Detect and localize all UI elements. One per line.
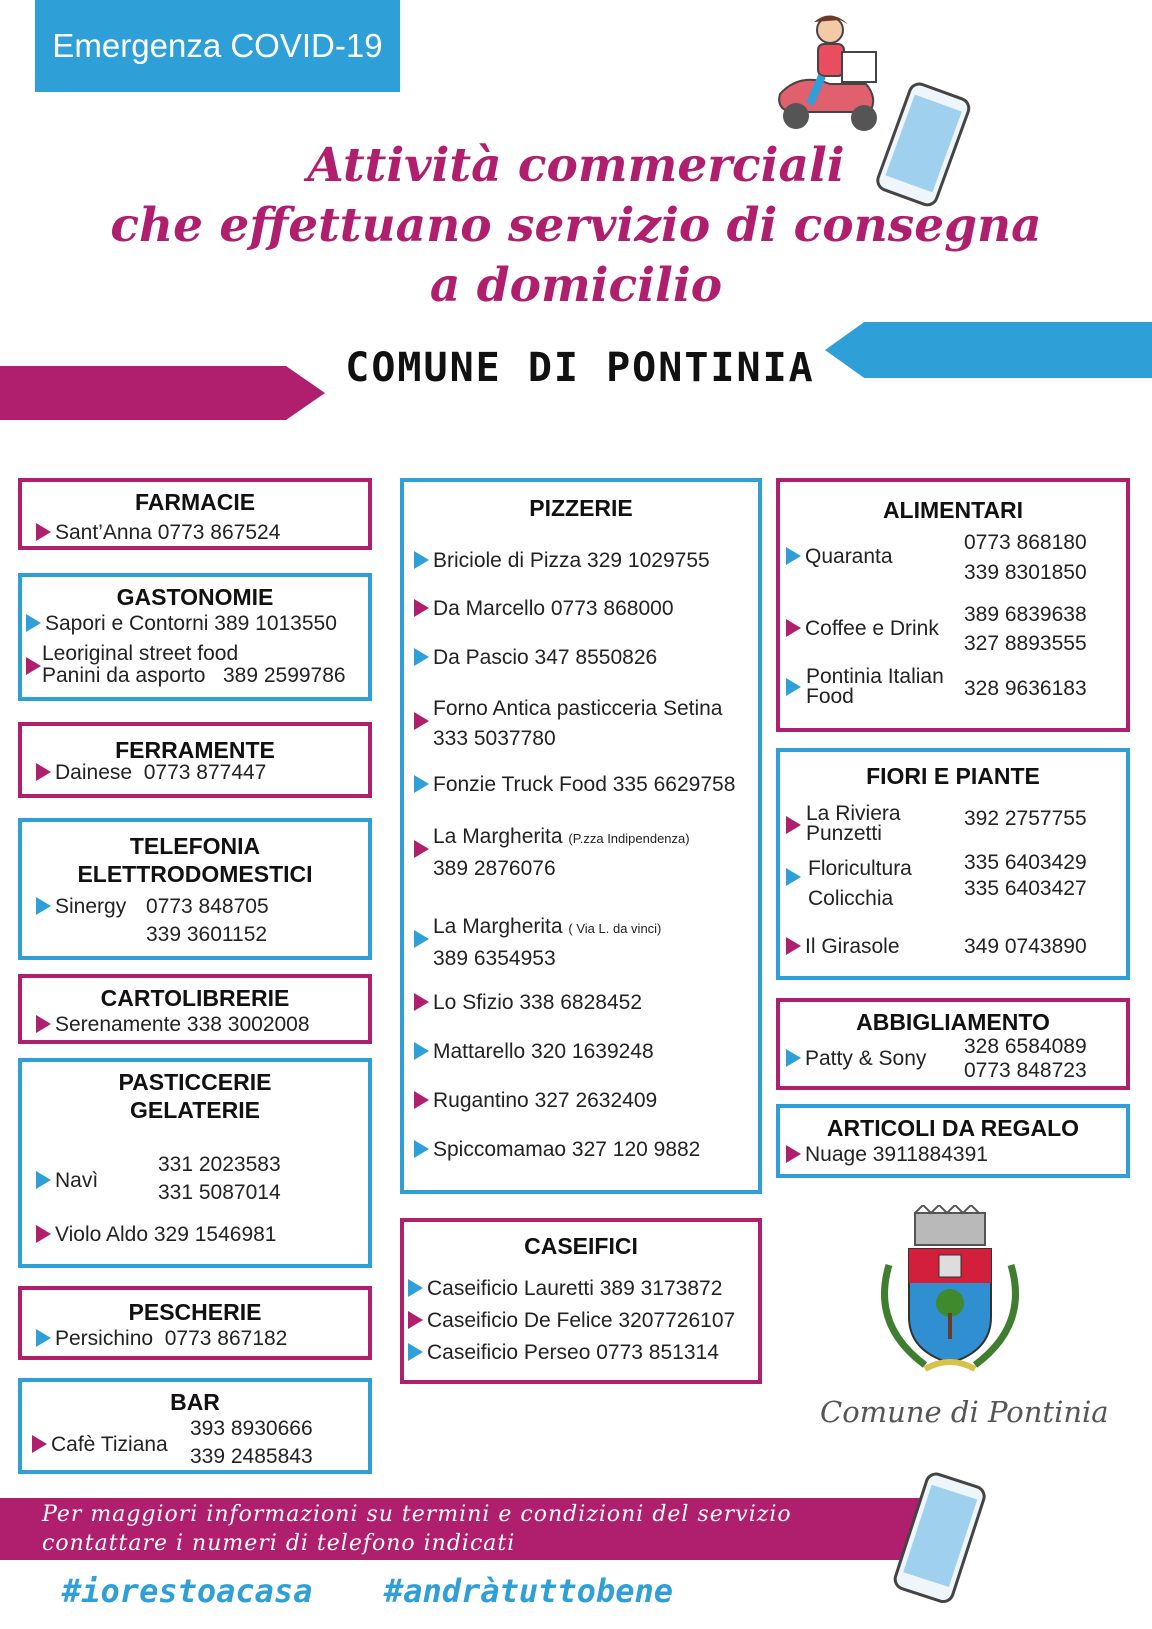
bullet-icon	[36, 1171, 51, 1189]
bullet-icon	[408, 1343, 423, 1361]
bullet-icon	[414, 648, 429, 666]
list-item: Persichino 0773 867182	[36, 1326, 287, 1352]
list-item: Leoriginal street food Panini da asporto 389 2599786	[42, 642, 346, 687]
bullet-icon	[786, 1049, 801, 1067]
title-line-1: Attività commerciali	[307, 138, 845, 193]
caseifici-box	[400, 1218, 762, 1384]
phone-number: 0773 868180	[964, 531, 1087, 554]
list-item: Forno Antica pasticceria Setina 333 5037780	[433, 697, 723, 750]
telefonia-box	[18, 818, 372, 960]
list-item: Fonzie Truck Food 335 6629758	[414, 772, 735, 798]
list-item: La Margherita (P.zza Indipendenza) 389 2876076	[433, 825, 690, 880]
bullet-icon	[408, 1311, 423, 1329]
gastonomie-title: GASTONOMIE	[116, 584, 274, 610]
list-item: Caseificio Perseo 0773 851314	[408, 1340, 719, 1366]
regalo-box	[776, 1104, 1130, 1178]
phone-number: 389 6839638	[964, 603, 1087, 626]
bullet-icon	[414, 930, 429, 948]
phone-number: 0773 848723	[964, 1059, 1087, 1082]
farmacie-title: FARMACIE	[134, 489, 256, 515]
list-item: Sapori e Contorni 389 1013550	[26, 611, 337, 637]
list-item: Sant’Anna 0773 867524	[36, 520, 280, 546]
phone-number: 331 2023583	[158, 1153, 281, 1176]
comune-crest-icon	[875, 1205, 1025, 1385]
list-item: Pontinia Italian Food	[806, 665, 944, 708]
phone-number: 392 2757755	[964, 807, 1087, 830]
bullet-icon	[32, 1435, 47, 1453]
phone-number: 0773 848705	[146, 895, 269, 918]
cartolibrerie-box	[18, 974, 372, 1044]
list-item: La Margherita ( Via L. da vinci) 389 6354953	[433, 915, 662, 970]
bullet-icon	[36, 897, 51, 915]
title-line-2: che effettuano servizio di consegna	[110, 198, 1042, 253]
gastonomie-box	[18, 573, 372, 701]
bullet-icon	[414, 712, 429, 730]
list-item: Spiccomamao 327 120 9882	[414, 1137, 700, 1163]
phone-number: 328 6584089	[964, 1035, 1087, 1058]
title-line-3: a domicilio	[429, 258, 723, 313]
list-item: Caseificio Lauretti 389 3173872	[408, 1276, 722, 1302]
bullet-icon	[786, 937, 801, 955]
blue-band	[825, 322, 1152, 378]
caseifici-title: CASEIFICI	[524, 1233, 638, 1259]
ferramente-box	[18, 722, 372, 798]
phone-number: 339 3601152	[146, 923, 268, 946]
bullet-icon	[786, 816, 801, 834]
list-item: Briciole di Pizza 329 1029755	[414, 548, 710, 574]
alimentari-box	[776, 478, 1130, 732]
smartphone-icon	[885, 1470, 995, 1610]
telefonia-title: TELEFONIA	[129, 833, 261, 859]
list-item: Navì	[36, 1168, 98, 1194]
fiori-box	[776, 748, 1130, 980]
bullet-icon	[414, 599, 429, 617]
hashtag-andratuttobene: #andràtuttobene	[384, 1572, 673, 1610]
bullet-icon	[36, 763, 51, 781]
pescherie-title: PESCHERIE	[128, 1299, 262, 1325]
pescherie-box	[18, 1286, 372, 1360]
list-item: Coffee e Drink	[786, 616, 939, 642]
hashtag-iorestoacasa: #iorestoacasa	[62, 1572, 313, 1610]
bullet-icon	[36, 1329, 51, 1347]
bullet-icon	[786, 619, 801, 637]
bullet-icon	[414, 993, 429, 1011]
bullet-icon	[786, 678, 801, 696]
phone-number: 331 5087014	[158, 1181, 281, 1204]
page-title	[40, 136, 1112, 316]
list-item: La Riviera Punzetti	[806, 802, 901, 845]
bullet-icon	[414, 1091, 429, 1109]
fiori-title: FIORI E PIANTE	[866, 763, 1040, 789]
bullet-icon	[36, 1225, 51, 1243]
bullet-icon	[26, 614, 41, 632]
bullet-icon	[414, 1140, 429, 1158]
list-item: Nuage 3911884391	[786, 1142, 988, 1168]
bullet-icon	[408, 1279, 423, 1297]
crest-caption: Comune di Pontinia	[820, 1395, 1109, 1429]
list-item: Dainese 0773 877447	[36, 760, 266, 786]
phone-number: 335 6403427	[964, 877, 1087, 900]
comune-heading: COMUNE DI PONTINIA	[345, 345, 815, 391]
list-item: Da Pascio 347 8550826	[414, 645, 657, 671]
bullet-icon	[786, 1145, 801, 1163]
farmacie-box	[18, 478, 372, 550]
bullet-icon	[36, 1015, 51, 1033]
pasticcerie-box	[18, 1058, 372, 1268]
phone-number: 339 2485843	[190, 1445, 313, 1468]
list-item: Violo Aldo 329 1546981	[36, 1222, 276, 1248]
bullet-icon	[414, 840, 429, 858]
list-item: Serenamente 338 3002008	[36, 1012, 310, 1038]
list-item: Caseificio De Felice 3207726107	[408, 1308, 735, 1334]
covid-badge: Emergenza COVID-19	[35, 0, 400, 92]
list-item: Floricultura Colicchia	[808, 857, 912, 910]
elettrodomestici-title: ELETTRODOMESTICI	[77, 861, 313, 887]
list-item: Il Girasole	[786, 934, 900, 960]
list-item: Da Marcello 0773 868000	[414, 596, 674, 622]
phone-number: 327 8893555	[964, 632, 1087, 655]
pizzerie-box	[400, 478, 762, 1194]
cartolibrerie-title: CARTOLIBRERIE	[100, 985, 290, 1011]
phone-number: 393 8930666	[190, 1417, 313, 1440]
ferramente-title: FERRAMENTE	[115, 737, 275, 763]
bullet-icon	[26, 657, 41, 675]
regalo-title: ARTICOLI DA REGALO	[826, 1115, 1080, 1141]
bullet-icon	[414, 775, 429, 793]
phone-number: 349 0743890	[964, 935, 1087, 958]
abbigliamento-box	[776, 998, 1130, 1090]
footer-text: Per maggiori informazioni su termini e condizioni del servizio contattare i numeri di telefono indicati	[42, 1502, 792, 1556]
abbigliamento-title: ABBIGLIAMENTO	[856, 1009, 1050, 1035]
bullet-icon	[786, 547, 801, 565]
list-item: Mattarello 320 1639248	[414, 1039, 654, 1065]
phone-number: 335 6403429	[964, 851, 1087, 874]
gelaterie-title: GELATERIE	[130, 1097, 260, 1123]
pasticcerie-title: PASTICCERIE	[118, 1069, 272, 1095]
list-item: Sinergy	[36, 894, 126, 920]
list-item: Rugantino 327 2632409	[414, 1088, 657, 1114]
bar-box	[18, 1378, 372, 1474]
bullet-icon	[36, 523, 51, 541]
list-item: Patty & Sony	[786, 1046, 926, 1072]
alimentari-title: ALIMENTARI	[882, 497, 1024, 523]
pizzerie-title: PIZZERIE	[529, 495, 633, 521]
list-item: Cafè Tiziana	[32, 1432, 168, 1458]
list-item: Lo Sfizio 338 6828452	[414, 990, 642, 1016]
phone-number: 328 9636183	[964, 677, 1087, 700]
bar-title: BAR	[170, 1389, 220, 1415]
magenta-band	[0, 366, 325, 420]
bullet-icon	[786, 868, 801, 886]
phone-number: 339 8301850	[964, 561, 1087, 584]
list-item: Quaranta	[786, 544, 893, 570]
bullet-icon	[414, 1042, 429, 1060]
bullet-icon	[414, 551, 429, 569]
